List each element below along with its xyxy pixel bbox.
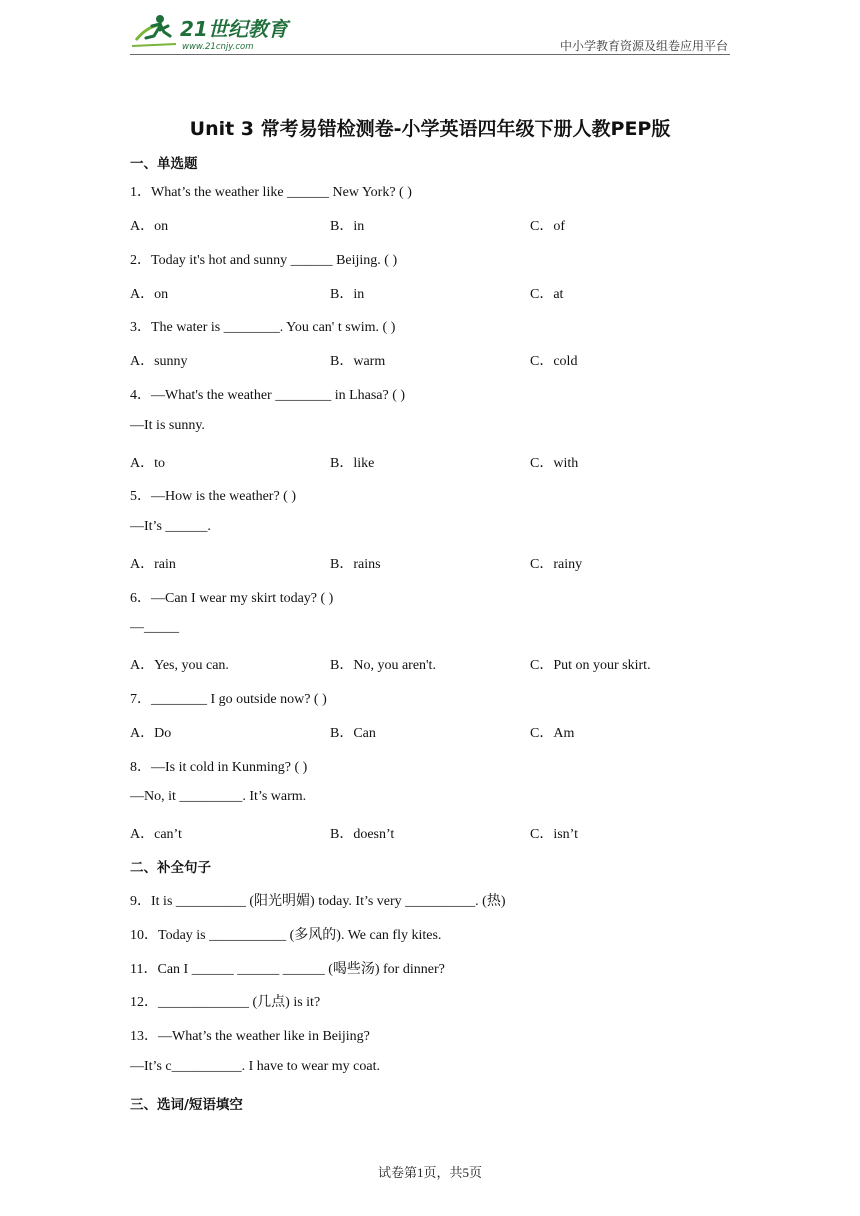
option-a: A．on	[130, 219, 169, 234]
platform-name: 中小学教育资源及组卷应用平台	[559, 39, 728, 53]
option-a: A．Yes, you can.	[130, 658, 229, 673]
option-a: A．can’t	[130, 827, 182, 842]
question-stem: 11．Can I ______ ______ ______ (喝些汤) for dinner?	[130, 962, 445, 977]
option-c: C．Put on your skirt.	[530, 658, 651, 673]
question-stem: 7．________ I go outside now? ( )	[130, 692, 327, 707]
page-footer: 试卷第1页，共5页	[377, 1165, 482, 1180]
svg-text:21世纪教育: 21世纪教育	[180, 17, 288, 41]
option-b: B．in	[330, 219, 365, 234]
option-b: B．in	[330, 287, 365, 302]
page-header	[130, 8, 730, 55]
question-stem: 13．—What’s the weather like in Beijing?	[130, 1029, 370, 1044]
question-stem: 1．What’s the weather like ______ New York? ( )	[130, 185, 412, 200]
dialogue-line: —It’s c__________. I have to wear my coat.	[130, 1059, 380, 1074]
question-stem: 9．It is __________ (阳光明媚) today. It’s very __________. (热)	[130, 894, 506, 909]
dialogue-line: —It is sunny.	[130, 418, 205, 433]
question-stem: 5．—How is the weather? ( )	[130, 489, 297, 504]
option-b: B．No, you aren't.	[330, 658, 436, 673]
question-stem: 12．_____________ (几点) is it?	[130, 995, 321, 1010]
option-c: C．cold	[530, 354, 578, 369]
option-b: B．rains	[330, 557, 381, 572]
option-b: B．doesn’t	[330, 827, 395, 842]
option-c: C．isn’t	[530, 827, 578, 842]
question-stem: 6．—Can I wear my skirt today? ( )	[130, 591, 334, 606]
section-heading: 二、补全句子	[130, 860, 211, 876]
question-stem: 2．Today it's hot and sunny ______ Beijing. ( )	[130, 253, 398, 268]
option-c: C．rainy	[530, 557, 583, 572]
question-stem: 10．Today is ___________ (多风的). We can fly kites.	[130, 928, 442, 943]
option-b: B．warm	[330, 354, 386, 369]
option-c: C．Am	[530, 726, 575, 741]
option-a: A．Do	[130, 726, 172, 741]
section-heading: 三、选词/短语填空	[130, 1097, 243, 1113]
question-stem: 8．—Is it cold in Kunming? ( )	[130, 760, 308, 775]
option-c: C．of	[530, 219, 565, 234]
svg-text:www.21cnjy.com: www.21cnjy.com	[182, 42, 254, 52]
logo	[130, 12, 300, 52]
option-b: B．like	[330, 456, 375, 471]
option-a: A．rain	[130, 557, 176, 572]
option-c: C．at	[530, 287, 564, 302]
dialogue-line: —No, it _________. It’s warm.	[130, 789, 307, 804]
question-stem: 4．—What's the weather ________ in Lhasa? ( )	[130, 388, 406, 403]
question-stem: 3．The water is ________. You can' t swim. ( )	[130, 320, 396, 335]
option-a: A．on	[130, 287, 169, 302]
option-c: C．with	[530, 456, 579, 471]
option-b: B．Can	[330, 726, 376, 741]
dialogue-line: —It’s ______.	[130, 519, 211, 534]
page-title: Unit 3 常考易错检测卷-小学英语四年级下册人教PEP版	[189, 118, 671, 140]
section-heading: 一、单选题	[130, 156, 198, 172]
option-a: A．sunny	[130, 354, 188, 369]
runner-logo-icon	[130, 12, 300, 52]
option-a: A．to	[130, 456, 165, 471]
dialogue-line: —_____	[130, 620, 179, 635]
